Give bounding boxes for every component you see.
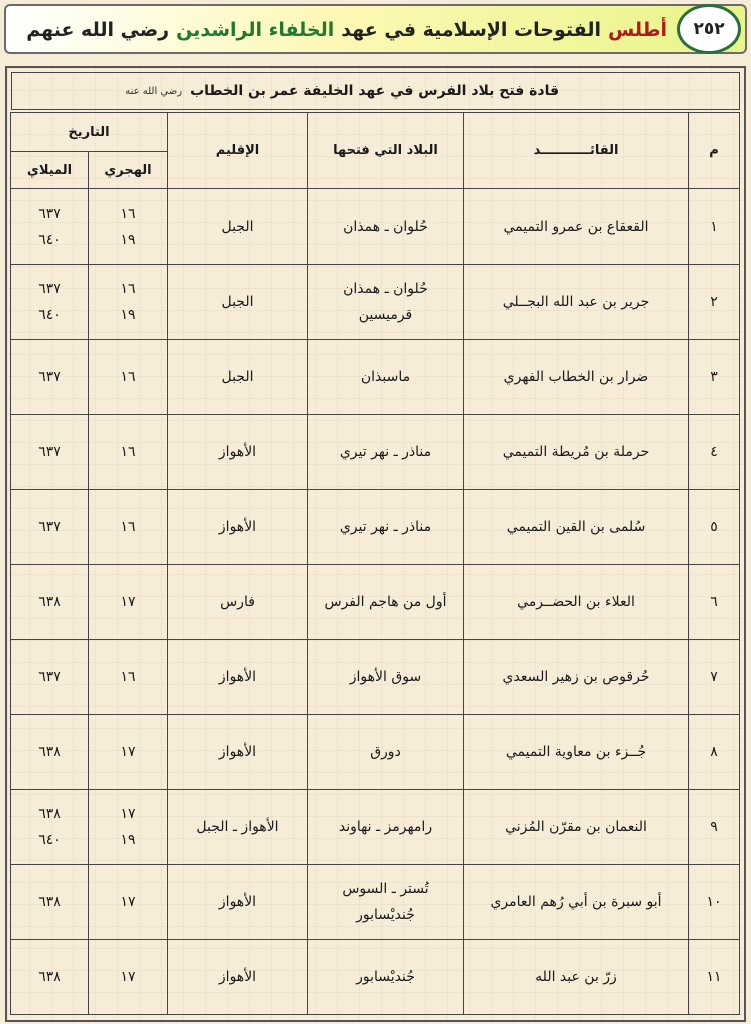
region: الجبل <box>168 265 308 340</box>
gregorian-year <box>10 490 88 565</box>
conquered-places-line: حُلوان ـ همذان <box>343 281 428 297</box>
caption-text: قادة فتح بلاد الفرس في عهد الخليفة عمر بن الخطاب <box>190 83 559 99</box>
row-index: ٢ <box>689 265 740 340</box>
table-row <box>10 340 739 415</box>
hijri-year-line: ١٧ <box>120 594 136 610</box>
hijri-year-line: ١٧ <box>120 969 136 985</box>
hijri-year <box>89 565 168 640</box>
leader-name: جرير بن عبد الله البجــلي <box>464 265 689 340</box>
hijri-year <box>89 490 168 565</box>
region: الأهواز <box>168 715 308 790</box>
conquered-places-line: مناذر ـ نهر تيري <box>339 519 432 535</box>
conquered-places <box>308 189 464 265</box>
gregorian-year <box>10 865 88 940</box>
conquered-places-line: جُنديْسابور <box>356 907 415 923</box>
region: الأهواز <box>168 940 308 1015</box>
hijri-year <box>89 640 168 715</box>
region: الأهواز ـ الجبل <box>168 790 308 865</box>
title-atlas: أطلس <box>607 19 667 41</box>
row-index: ٩ <box>689 790 740 865</box>
gregorian-year <box>10 790 88 865</box>
hijri-year <box>89 415 168 490</box>
conquered-places-line: أول من هاجم الفرس <box>324 594 447 610</box>
column-header-countries: البلاد التي فتحها <box>308 113 464 189</box>
table-row <box>10 865 739 940</box>
leader-name: النعمان بن مقرّن المُزني <box>464 790 689 865</box>
region: الجبل <box>168 340 308 415</box>
leaders-table <box>10 112 740 1015</box>
gregorian-year-line: ٦٣٨ <box>38 969 61 985</box>
page-header <box>4 4 747 54</box>
hijri-year-line: ١٦ <box>120 519 136 535</box>
gregorian-year-line: ٦٤٠ <box>38 231 61 248</box>
conquered-places <box>308 940 464 1015</box>
column-header-index: م <box>689 113 740 189</box>
gregorian-year-line: ٦٣٧ <box>38 669 61 685</box>
region: الأهواز <box>168 490 308 565</box>
conquered-places-line: مناذر ـ نهر تيري <box>339 444 432 460</box>
table-row <box>10 265 739 340</box>
gregorian-year-line: ٦٣٨ <box>38 594 61 610</box>
conquered-places <box>308 640 464 715</box>
hijri-year-line: ١٦ <box>120 281 136 297</box>
title-caliphs: الخلفاء الراشدين <box>176 19 335 41</box>
gregorian-year <box>10 640 88 715</box>
table-row <box>10 715 739 790</box>
region: الأهواز <box>168 640 308 715</box>
hijri-year-line: ١٧ <box>120 894 136 910</box>
gregorian-year <box>10 415 88 490</box>
hijri-year-line: ١٦ <box>120 669 136 685</box>
gregorian-year <box>10 189 88 265</box>
conquered-places <box>308 490 464 565</box>
hijri-year-line: ١٦ <box>120 444 136 460</box>
conquered-places <box>308 265 464 340</box>
table-row <box>10 790 739 865</box>
row-index: ٦ <box>689 565 740 640</box>
leader-name: سُلمى بن القين التميمي <box>464 490 689 565</box>
gregorian-year-line: ٦٣٨ <box>38 744 61 760</box>
conquered-places-line: رامهرمز ـ نهاوند <box>338 819 433 835</box>
hijri-year <box>89 189 168 265</box>
gregorian-year-line: ٦٣٨ <box>38 806 61 822</box>
hijri-year-line: ١٦ <box>120 369 136 385</box>
column-header-region: الإقليم <box>168 113 308 189</box>
page-number: ٢٥٢ <box>677 4 741 54</box>
title-conquests: الفتوحات الإسلامية في عهد <box>341 19 601 41</box>
row-index: ٧ <box>689 640 740 715</box>
leader-name: زرّ بن عبد الله <box>464 940 689 1015</box>
region: الأهواز <box>168 415 308 490</box>
conquered-places-line: جُنديْسابور <box>356 969 415 985</box>
row-index: ١ <box>689 189 740 265</box>
hijri-year <box>89 940 168 1015</box>
column-header-gregorian: الميلاي <box>10 152 88 189</box>
region: فارس <box>168 565 308 640</box>
leader-name: العلاء بن الحضــرمي <box>464 565 689 640</box>
hijri-year <box>89 340 168 415</box>
page-title <box>16 12 667 48</box>
region: الجبل <box>168 189 308 265</box>
table-row <box>10 565 739 640</box>
leader-name: أبو سبرة بن أبي رُهم العامري <box>464 865 689 940</box>
gregorian-year-line: ٦٣٧ <box>38 369 61 385</box>
column-header-date: التاريخ <box>10 113 167 152</box>
leader-name: جُــزء بن معاوية التميمي <box>464 715 689 790</box>
gregorian-year <box>10 340 88 415</box>
row-index: ٣ <box>689 340 740 415</box>
leader-name: القعقاع بن عمرو التميمي <box>464 189 689 265</box>
leader-name: حُرقوص بن زهير السعدي <box>464 640 689 715</box>
table-frame <box>5 66 746 1022</box>
table-row <box>10 189 739 265</box>
hijri-year <box>89 715 168 790</box>
conquered-places-line: قرميسين <box>358 307 413 323</box>
hijri-year-line: ١٧ <box>120 806 136 822</box>
hijri-year <box>89 865 168 940</box>
gregorian-year-line: ٦٤٠ <box>38 832 61 848</box>
conquered-places-line: ماسبذان <box>360 369 411 385</box>
conquered-places <box>308 565 464 640</box>
gregorian-year-line: ٦٣٨ <box>38 894 61 910</box>
gregorian-year-line: ٦٤٠ <box>38 307 61 323</box>
hijri-year-line: ١٧ <box>120 744 136 760</box>
gregorian-year-line: ٦٣٧ <box>38 519 61 535</box>
row-index: ١١ <box>689 940 740 1015</box>
gregorian-year-line: ٦٣٧ <box>38 205 61 222</box>
conquered-places <box>308 865 464 940</box>
conquered-places-line: حُلوان ـ همذان <box>343 218 428 235</box>
table-row <box>10 640 739 715</box>
row-index: ٥ <box>689 490 740 565</box>
table-caption <box>11 72 740 110</box>
table-row <box>10 415 739 490</box>
gregorian-year <box>10 715 88 790</box>
column-header-leader: القائـــــــــــد <box>464 113 689 189</box>
conquered-places <box>308 340 464 415</box>
conquered-places <box>308 415 464 490</box>
row-index: ٤ <box>689 415 740 490</box>
row-index: ١٠ <box>689 865 740 940</box>
hijri-year-line: ١٦ <box>120 205 136 222</box>
gregorian-year <box>10 265 88 340</box>
caption-honorific: رضي الله عنه <box>125 85 183 97</box>
gregorian-year <box>10 565 88 640</box>
hijri-year-line: ١٩ <box>120 307 136 323</box>
conquered-places-line: تُستر ـ السوس <box>342 881 429 897</box>
leader-name: حرملة بن مُريطة التميمي <box>464 415 689 490</box>
conquered-places <box>308 790 464 865</box>
gregorian-year <box>10 940 88 1015</box>
gregorian-year-line: ٦٣٧ <box>38 444 61 460</box>
gregorian-year-line: ٦٣٧ <box>38 281 61 297</box>
table-row <box>10 940 739 1015</box>
hijri-year <box>89 265 168 340</box>
hijri-year-line: ١٩ <box>120 832 136 848</box>
column-header-hijri: الهجري <box>89 152 168 189</box>
hijri-year <box>89 790 168 865</box>
title-blessing: رضي الله عنهم <box>26 19 170 41</box>
conquered-places-line: سوق الأهواز <box>349 669 422 685</box>
conquered-places-line: دورق <box>370 744 401 760</box>
row-index: ٨ <box>689 715 740 790</box>
region: الأهواز <box>168 865 308 940</box>
hijri-year-line: ١٩ <box>120 231 136 248</box>
conquered-places <box>308 715 464 790</box>
table-row <box>10 490 739 565</box>
leader-name: ضرار بن الخطاب الفهري <box>464 340 689 415</box>
